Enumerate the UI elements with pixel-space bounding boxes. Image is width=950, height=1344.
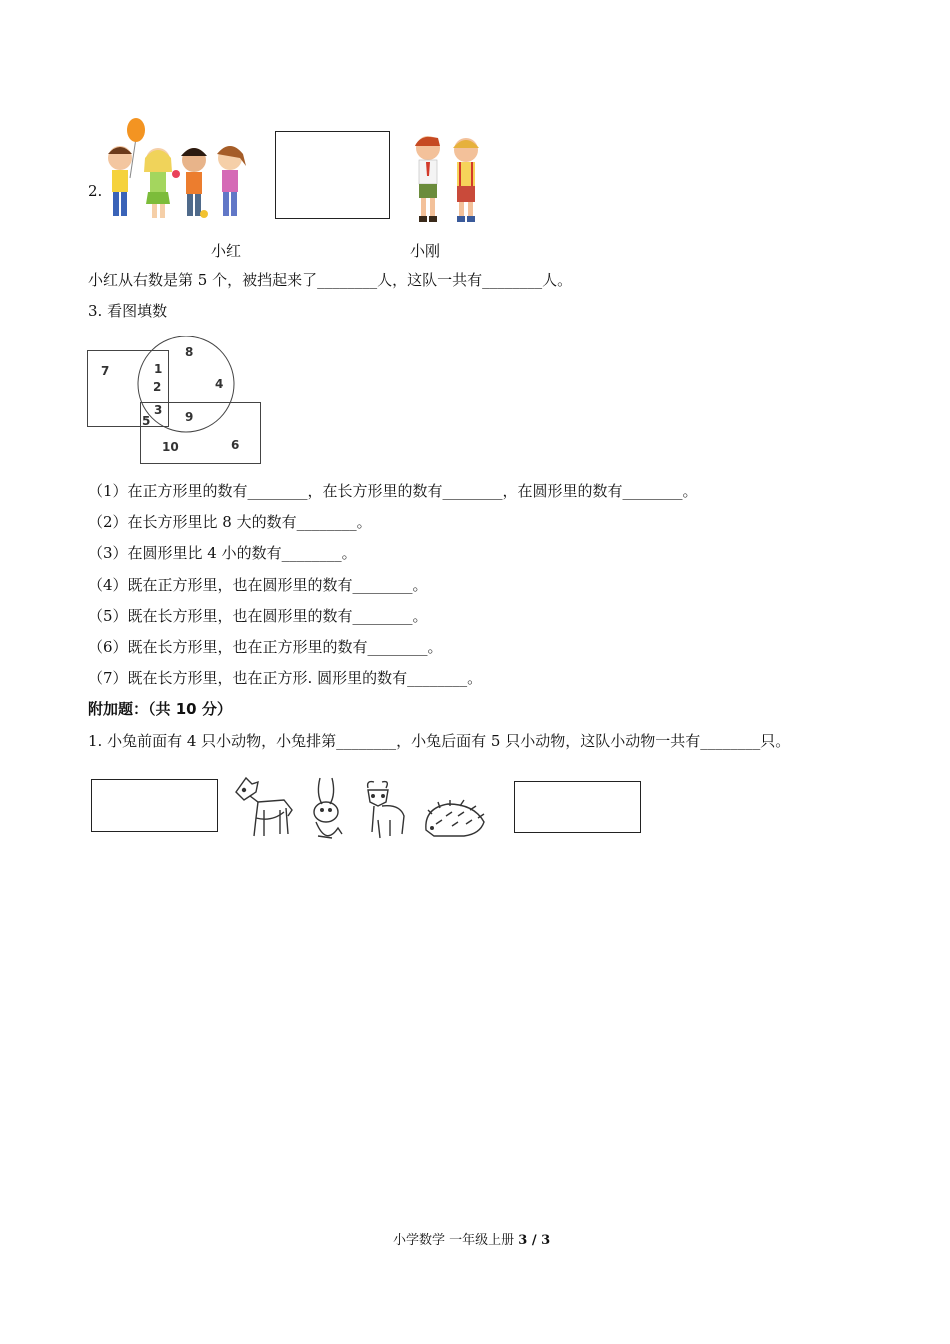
horse-icon: [236, 778, 292, 836]
venn-number: 1: [154, 362, 163, 376]
question-3-item-2: （2）在长方形里比 8 大的数有________。: [88, 513, 372, 531]
animals-front-box: [91, 779, 218, 832]
venn-number: 5: [142, 414, 151, 428]
venn-number: 3: [154, 403, 163, 417]
question-3-title: 3. 看图填数: [88, 302, 168, 320]
question-3-item-5: （5）既在长方形里，也在圆形里的数有________。: [88, 607, 428, 625]
rabbit-icon: [314, 778, 342, 838]
question-3-item-1: （1）在正方形里的数有________，在长方形里的数有________，在圆形里的数有________。: [88, 482, 698, 500]
label-xiaogang: 小刚: [410, 242, 441, 260]
animals-line-illustration: [228, 770, 490, 846]
bonus-title: 附加题：（共 10 分）: [88, 700, 232, 718]
question-2-text: 小红从右数是第 5 个，被挡起来了________人，这队一共有________人。: [88, 271, 573, 289]
venn-number: 4: [215, 377, 224, 391]
question-3-item-7: （7）既在长方形里，也在正方形. 圆形里的数有________。: [88, 669, 483, 687]
question-2-number: 2.: [88, 182, 103, 200]
page-footer: [393, 1229, 550, 1248]
venn-number: 10: [162, 440, 179, 454]
kids-group-illustration: [100, 118, 252, 224]
bonus-question: 1. 小兔前面有 4 只小动物，小兔排第________，小兔后面有 5 只小动物，这队小动物一共有________只。: [88, 732, 791, 750]
goat-icon: [368, 782, 404, 838]
boys-illustration: [408, 132, 488, 226]
question-3-item-3: （3）在圆形里比 4 小的数有________。: [88, 544, 357, 562]
venn-diagram: [84, 336, 266, 468]
venn-number: 9: [185, 410, 194, 424]
animals-back-box: [514, 781, 641, 833]
hidden-people-box: [275, 131, 390, 219]
question-3-item-6: （6）既在长方形里，也在正方形里的数有________。: [88, 638, 443, 656]
venn-number: 8: [185, 345, 194, 359]
label-xiaohong: 小红: [211, 242, 242, 260]
venn-number: 2: [153, 380, 162, 394]
question-3-item-4: （4）既在正方形里，也在圆形里的数有________。: [88, 576, 428, 594]
footer-page-number: 3 / 3: [518, 1233, 551, 1248]
hedgehog-icon: [426, 800, 484, 836]
venn-number: 7: [101, 364, 110, 378]
footer-text: 小学数学 一年级上册: [393, 1233, 519, 1248]
venn-number: 6: [231, 438, 240, 452]
